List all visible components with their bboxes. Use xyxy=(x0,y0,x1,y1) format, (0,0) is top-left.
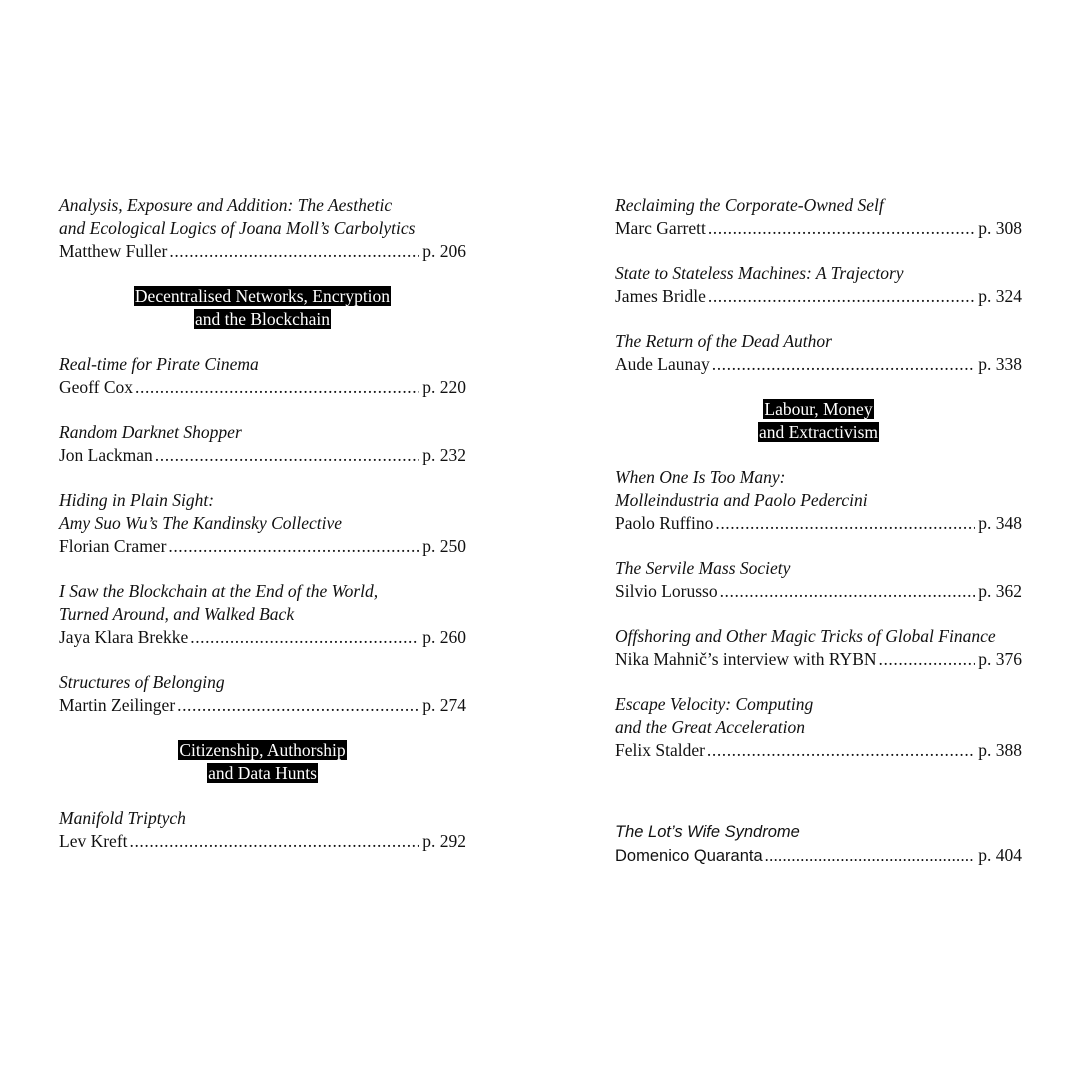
entry-page: p. 232 xyxy=(422,445,466,465)
entry-line xyxy=(615,844,1022,868)
entry-author: Domenico Quaranta xyxy=(615,847,763,865)
section-heading xyxy=(615,398,1022,444)
entry-title: Random Darknet Shopper xyxy=(59,422,242,442)
entry-author: Silvio Lorusso xyxy=(615,581,718,601)
entry-author: Nika Mahnič’s interview with RYBN xyxy=(615,649,877,669)
toc-entry xyxy=(59,489,466,558)
entry-author: Martin Zeilinger xyxy=(59,695,176,715)
dot-leader xyxy=(168,535,419,558)
section-line: Citizenship, Authorship xyxy=(179,740,346,760)
entry-line xyxy=(59,830,466,853)
entry-title: Reclaiming the Corporate-Owned Self xyxy=(615,195,884,215)
entry-title: Hiding in Plain Sight: xyxy=(59,490,215,510)
toc-entry xyxy=(615,557,1022,603)
section-line: and the Blockchain xyxy=(194,309,331,329)
entry-page: p. 250 xyxy=(422,536,466,556)
entry-title: The Lot’s Wife Syndrome xyxy=(615,823,800,841)
toc-entry xyxy=(615,330,1022,376)
entry-line xyxy=(615,217,1022,240)
section-heading xyxy=(59,285,466,331)
entry-line xyxy=(59,626,466,649)
entry-title: Manifold Triptych xyxy=(59,808,186,828)
dot-leader xyxy=(765,844,976,867)
entry-title: Structures of Belonging xyxy=(59,672,225,692)
section-line: and Data Hunts xyxy=(208,763,317,783)
entry-author: Marc Garrett xyxy=(615,218,706,238)
entry-page: p. 324 xyxy=(978,286,1022,306)
dot-leader xyxy=(169,240,419,263)
dot-leader xyxy=(708,285,975,308)
entry-line xyxy=(59,240,466,263)
entry-author: Florian Cramer xyxy=(59,536,167,556)
dot-leader xyxy=(879,648,976,671)
section-line: Decentralised Networks, Encryption xyxy=(134,286,391,306)
toc-right-column xyxy=(615,194,1022,868)
toc-entry xyxy=(615,821,1022,868)
dot-leader xyxy=(135,376,419,399)
entry-author: Jon Lackman xyxy=(59,445,153,465)
dot-leader xyxy=(720,580,976,603)
entry-title: State to Stateless Machines: A Trajectory xyxy=(615,263,904,283)
entry-page: p. 348 xyxy=(978,513,1022,533)
toc-entry xyxy=(615,466,1022,535)
dot-leader xyxy=(155,444,419,467)
section-line: and Extractivism xyxy=(758,422,879,442)
entry-page: p. 338 xyxy=(978,354,1022,374)
dot-leader xyxy=(177,694,419,717)
entry-author: Geoff Cox xyxy=(59,377,134,397)
entry-title: I Saw the Blockchain at the End of the World, xyxy=(59,581,379,601)
entry-author: Felix Stalder xyxy=(615,740,705,760)
toc-entry xyxy=(615,194,1022,240)
toc-entry xyxy=(59,421,466,467)
entry-page: p. 206 xyxy=(422,241,466,261)
entry-author: Lev Kreft xyxy=(59,831,128,851)
entry-title: Amy Suo Wu’s The Kandinsky Collective xyxy=(59,513,343,533)
entry-line xyxy=(59,444,466,467)
entry-author: Paolo Ruffino xyxy=(615,513,714,533)
toc-entry xyxy=(59,580,466,649)
entry-title: Molleindustria and Paolo Pedercini xyxy=(615,490,868,510)
entry-title: Turned Around, and Walked Back xyxy=(59,604,295,624)
entry-title: Real-time for Pirate Cinema xyxy=(59,354,259,374)
entry-page: p. 260 xyxy=(422,627,466,647)
entry-page: p. 308 xyxy=(978,218,1022,238)
entry-title: Escape Velocity: Computing xyxy=(615,694,814,714)
dot-leader xyxy=(708,217,975,240)
toc-entry xyxy=(59,194,466,263)
entry-title: When One Is Too Many: xyxy=(615,467,786,487)
entry-line xyxy=(615,739,1022,762)
toc-entry xyxy=(615,262,1022,308)
entry-author: Matthew Fuller xyxy=(59,241,168,261)
entry-title: The Servile Mass Society xyxy=(615,558,791,578)
toc-entry xyxy=(59,353,466,399)
entry-author: Aude Launay xyxy=(615,354,710,374)
entry-line xyxy=(59,694,466,717)
section-heading xyxy=(59,739,466,785)
entry-line xyxy=(615,285,1022,308)
dot-leader xyxy=(130,830,420,853)
entry-title: Analysis, Exposure and Addition: The Aesthetic xyxy=(59,195,393,215)
entry-line xyxy=(615,580,1022,603)
toc-entry xyxy=(59,807,466,853)
toc-left-column xyxy=(59,194,466,853)
entry-title: and the Great Acceleration xyxy=(615,717,806,737)
dot-leader xyxy=(715,512,975,535)
entry-author: Jaya Klara Brekke xyxy=(59,627,189,647)
entry-title: The Return of the Dead Author xyxy=(615,331,832,351)
entry-page: p. 274 xyxy=(422,695,466,715)
entry-page: p. 376 xyxy=(978,649,1022,669)
entry-page: p. 362 xyxy=(978,581,1022,601)
entry-line xyxy=(615,648,1022,671)
entry-title: and Ecological Logics of Joana Moll’s Carbolytics xyxy=(59,218,416,238)
entry-author: James Bridle xyxy=(615,286,706,306)
entry-line xyxy=(59,376,466,399)
toc-entry xyxy=(59,671,466,717)
entry-page: p. 220 xyxy=(422,377,466,397)
entry-title: Offshoring and Other Magic Tricks of Global Finance xyxy=(615,626,996,646)
dot-leader xyxy=(712,353,975,376)
entry-line xyxy=(59,535,466,558)
entry-line xyxy=(615,353,1022,376)
entry-page: p. 388 xyxy=(978,740,1022,760)
dot-leader xyxy=(190,626,419,649)
toc-entry xyxy=(615,625,1022,671)
dot-leader xyxy=(707,739,975,762)
entry-page: p. 404 xyxy=(978,845,1022,865)
entry-line xyxy=(615,512,1022,535)
toc-entry xyxy=(615,693,1022,762)
section-line: Labour, Money xyxy=(764,399,873,419)
entry-page: p. 292 xyxy=(422,831,466,851)
